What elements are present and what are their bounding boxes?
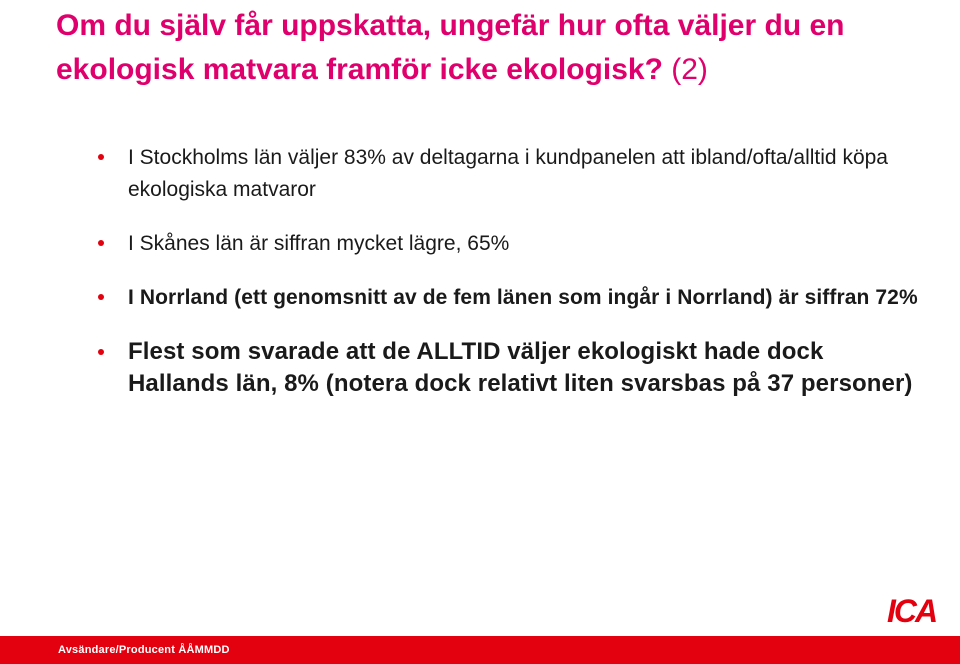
slide-title-suffix: (2) <box>662 53 708 86</box>
bullet-text: Flest som svarade att de ALLTID väljer ekologiskt hade dock Hallands län, 8% (notera dock relativt liten svarsbas på 37 personer) <box>128 338 913 397</box>
bullet-dot-icon <box>98 240 104 246</box>
bullet-text: I Stockholms län väljer 83% av deltagarna i kundpanelen att ibland/ofta/alltid köpa ekologiska matvaror <box>128 146 888 201</box>
footer-bar <box>0 636 960 664</box>
bullet-item <box>98 282 918 314</box>
bullet-item <box>98 336 918 400</box>
bullet-dot-icon <box>98 154 104 160</box>
bullet-dot-icon <box>98 349 104 355</box>
bullet-list <box>98 142 918 422</box>
bullet-item <box>98 228 918 260</box>
ica-logo-icon <box>886 592 944 626</box>
bullet-item <box>98 142 918 206</box>
bullet-text: I Norrland (ett genomsnitt av de fem länen som ingår i Norrland) är siffran 72% <box>128 286 918 309</box>
slide-title <box>56 4 936 92</box>
bullet-text: I Skånes län är siffran mycket lägre, 65% <box>128 232 510 255</box>
ica-logo-text: ICA <box>887 593 937 626</box>
slide-title-main: Om du själv får uppskatta, ungefär hur ofta väljer du en ekologisk matvara framför icke ekologisk? <box>56 9 845 86</box>
footer-text: Avsändare/Producent ÅÅMMDD <box>58 644 230 656</box>
bullet-dot-icon <box>98 294 104 300</box>
